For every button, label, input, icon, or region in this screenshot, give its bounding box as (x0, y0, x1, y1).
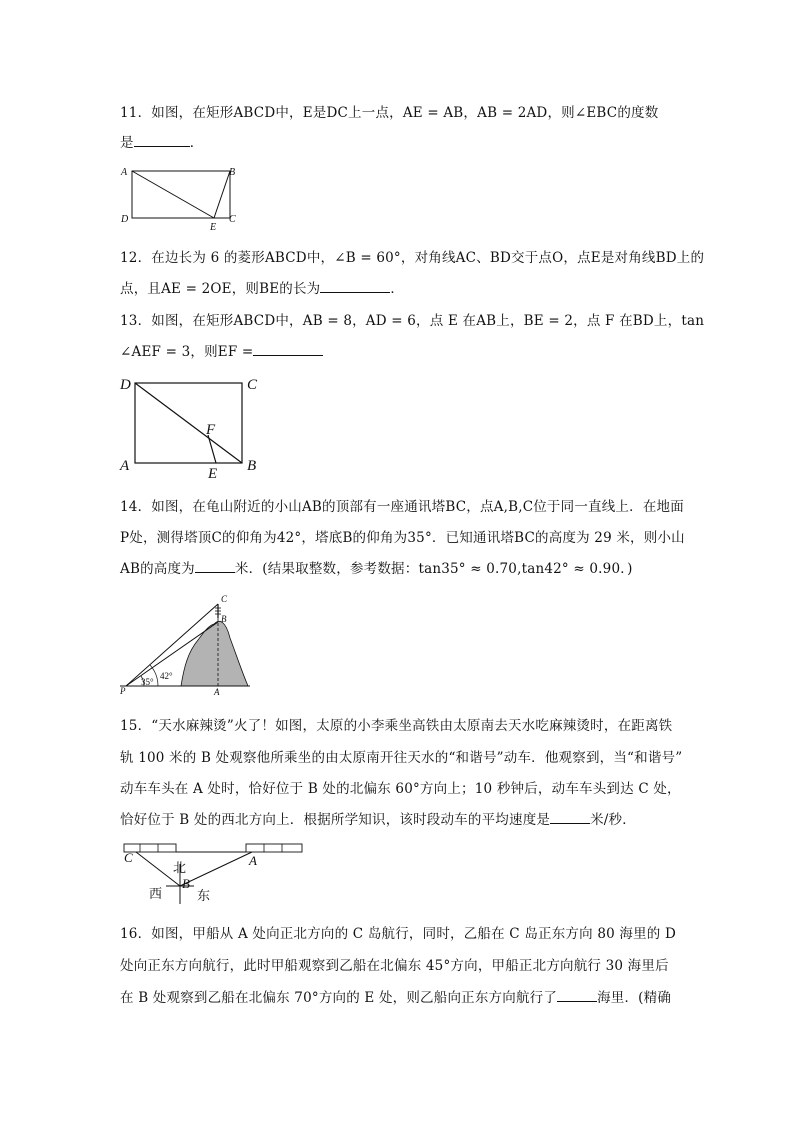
q14-lead: AB的高度为 (120, 561, 195, 577)
q15-lead: 恰好位于 B 处的西北方向上．根据所学知识，该时段动车的平均速度是 (120, 812, 551, 828)
label-A: A (249, 853, 257, 868)
label-A: A (121, 167, 128, 178)
angle-42-label: 42° (160, 671, 173, 681)
hill (181, 621, 248, 686)
label-B: B (221, 614, 227, 624)
label-west: 西 (149, 887, 163, 902)
track-right (246, 844, 302, 852)
q13-line2 (120, 343, 323, 361)
q16-tail: 海里．(精确 (597, 990, 672, 1006)
q15-line3: 动车车头在 A 处时，恰好位于 B 处的北偏东 60°方向上；10 秒钟后，动车车头到达 C 处， (120, 781, 681, 797)
q11-line2 (120, 134, 203, 152)
q15-line4 (120, 811, 636, 829)
q16-line3 (120, 989, 671, 1007)
q14-line3 (120, 560, 633, 578)
segment-BE (214, 171, 230, 218)
segment-EF (208, 435, 216, 463)
q12-answer-blank[interactable] (320, 280, 390, 293)
label-F: F (206, 422, 216, 438)
q12-end: ． (390, 281, 405, 297)
q12-line1: 12．在边长为 6 的菱形ABCD中，∠B = 60°，对角线AC、BD交于点O，点E是对角线BD上的 (120, 250, 705, 266)
label-E: E (208, 466, 218, 482)
sightline-BA (180, 852, 252, 886)
q11-answer-blank[interactable] (134, 134, 190, 147)
q13-figure (118, 372, 268, 482)
q15-line2: 轨 100 米的 B 处观察他所乘坐的由太原南开往天水的“和谐号”动车．他观察到，当“和谐号” (120, 750, 683, 766)
q11-figure (118, 162, 248, 232)
label-C: C (124, 850, 133, 865)
q14-tail: 米．(结果取整数，参考数据：tan35° ≈ 0.70,tan42° ≈ 0.90．) (234, 561, 633, 577)
q14-line2: P处，测得塔顶C的仰角为42°，塔底B的仰角为35°．已知通讯塔BC的高度为 29 米，则小山 (120, 530, 685, 546)
label-D: D (120, 377, 131, 393)
q16-line2: 处向正东方向航行，此时甲船观察到乙船在北偏东 45°方向，甲船正北方向航行 30 海里后 (120, 958, 669, 974)
label-A: A (120, 458, 130, 474)
q11-end: ． (189, 135, 204, 151)
q15-tail: 米/秒． (590, 812, 636, 828)
q13-line1: 13．如图，在矩形ABCD中，AB = 8，AD = 6，点 E 在AB上，BE = 2，点 F 在BD上，tan (120, 313, 705, 329)
q12-lead: 点，且AE = 2OE，则BE的长为 (120, 281, 321, 297)
q12-line2 (120, 280, 404, 298)
q11-line1: 11．如图，在矩形ABCD中，E是DC上一点，AE = AB，AB = 2AD，则∠EBC的度数 (120, 105, 659, 121)
q16-lead: 在 B 处观察到乙船在北偏东 70°方向的 E 处，则乙船向正东方向航行了 (120, 990, 558, 1006)
q11-lead: 是 (120, 135, 134, 151)
q15-answer-blank[interactable] (550, 811, 590, 824)
q15-figure (118, 840, 308, 908)
label-north: 北 (173, 861, 187, 876)
angle-35-label: 35° (141, 677, 154, 687)
segment-AE (132, 171, 214, 218)
label-B: B (182, 876, 190, 891)
q16-line1: 16．如图，甲船从 A 处向正北方向的 C 岛航行，同时，乙船在 C 岛正东方向 80 海里的 D (120, 926, 677, 942)
label-E: E (210, 222, 217, 233)
label-east: 东 (197, 889, 211, 904)
label-B: B (247, 458, 257, 474)
q14-figure (118, 592, 258, 696)
label-B: B (229, 167, 236, 178)
rectangle (132, 171, 230, 218)
q14-answer-blank[interactable] (195, 560, 235, 573)
diagonal-BD (135, 383, 242, 463)
label-C: C (247, 377, 258, 393)
label-C: C (229, 214, 236, 225)
q16-answer-blank[interactable] (557, 989, 597, 1002)
q13-lead: ∠AEF = 3，则EF = (120, 344, 254, 360)
label-A: A (214, 687, 220, 697)
q15-line1: 15．“天水麻辣烫”火了！如图，太原的小李乘坐高铁由太原南去天水吃麻辣烫时，在距离铁 (120, 718, 673, 734)
label-C: C (221, 594, 228, 604)
label-D: D (121, 214, 129, 225)
label-P: P (120, 686, 126, 696)
q13-answer-blank[interactable] (253, 343, 323, 356)
q14-line1: 14．如图，在龟山附近的小山AB的顶部有一座通讯塔BC，点A,B,C位于同一直线上．在地面 (120, 499, 684, 515)
